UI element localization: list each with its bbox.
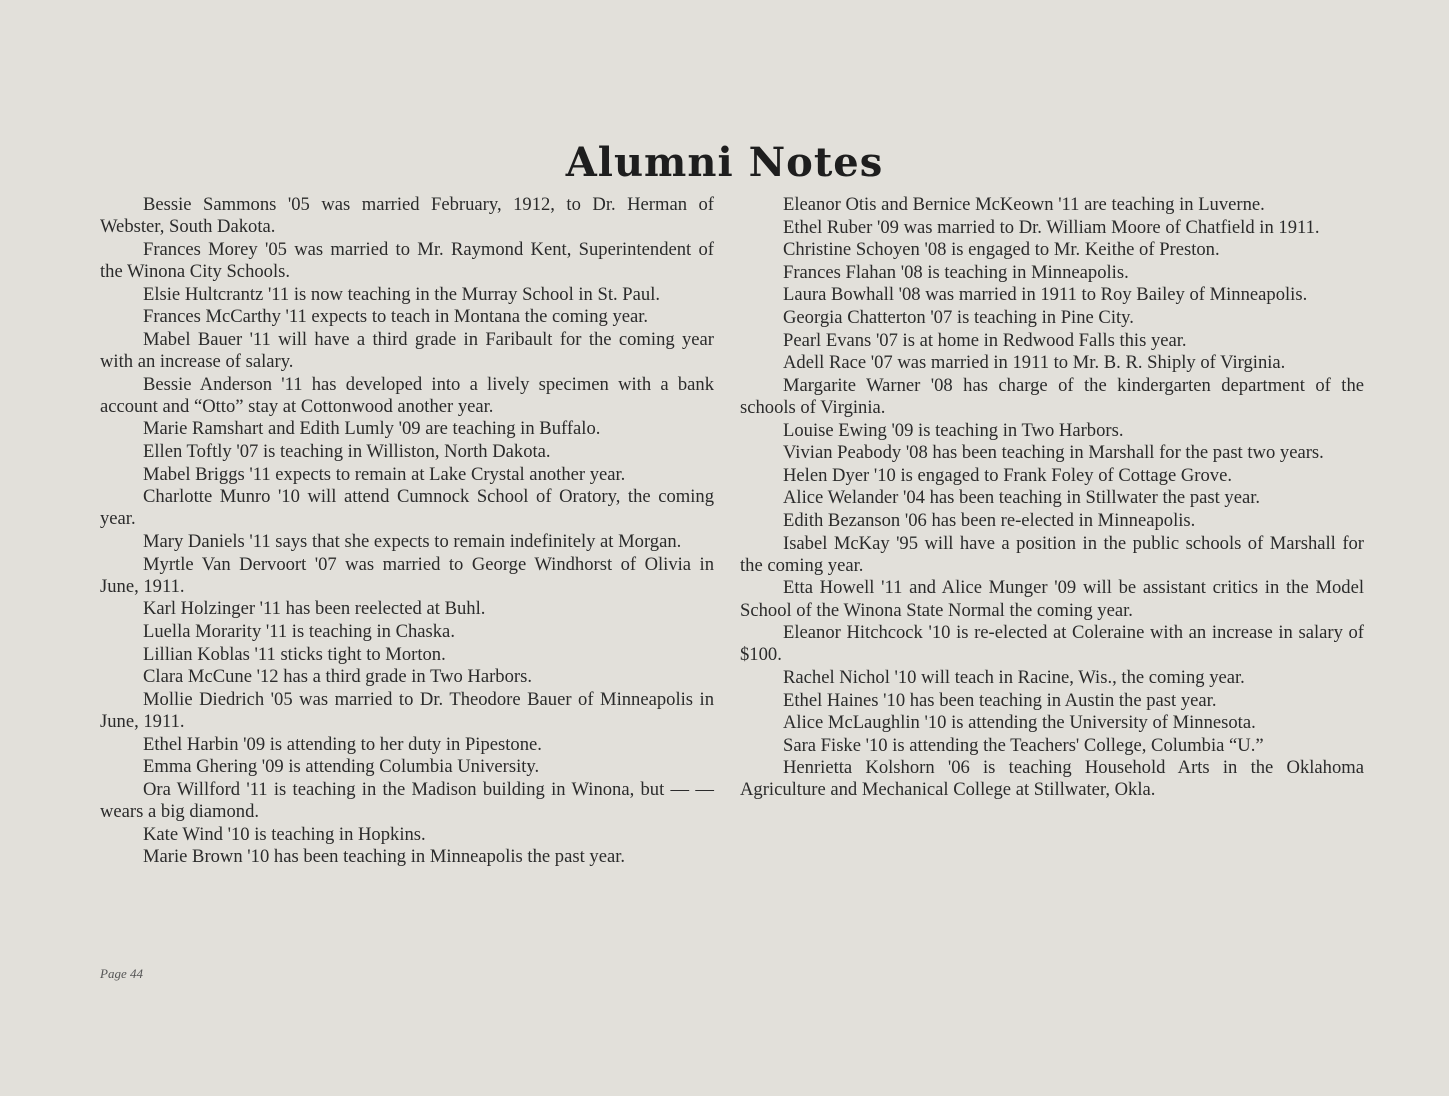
alumni-entry: Kate Wind '10 is teaching in Hopkins. bbox=[143, 823, 426, 845]
alumni-entry: Pearl Evans '07 is at home in Redwood Falls this year. bbox=[783, 329, 1187, 351]
alumni-entry: Henrietta Kolshorn '06 is teaching Household Arts in the Oklahoma Agriculture and Mechanical College at Stillwater, Okla. bbox=[740, 757, 1364, 801]
alumni-entry: Frances McCarthy '11 expects to teach in Montana the coming year. bbox=[143, 306, 649, 328]
alumni-entry: Eleanor Otis and Bernice McKeown '11 are teaching in Luverne. bbox=[783, 194, 1265, 215]
alumni-entry: Marie Brown '10 has been teaching in Minneapolis the past year. bbox=[143, 846, 626, 868]
alumni-entry: Vivian Peabody '08 has been teaching in Marshall for the past two years. bbox=[783, 442, 1324, 464]
alumni-entry: Elsie Hultcrantz '11 is now teaching in the Murray School in St. Paul. bbox=[143, 283, 661, 305]
alumni-entry: Myrtle Van Dervoort '07 was married to George Windhorst of Olivia in June, 1911. bbox=[100, 553, 714, 597]
alumni-entry: Margarite Warner '08 has charge of the kindergarten department of the schools of Virginia. bbox=[740, 374, 1364, 418]
alumni-entry: Lillian Koblas '11 sticks tight to Morton. bbox=[143, 643, 446, 665]
alumni-entry: Ethel Harbin '09 is attending to her duty in Pipestone. bbox=[143, 733, 542, 755]
alumni-entry: Alice McLaughlin '10 is attending the University of Minnesota. bbox=[783, 712, 1256, 734]
alumni-entry: Emma Ghering '09 is attending Columbia University. bbox=[143, 756, 540, 778]
alumni-entry: Sara Fiske '10 is attending the Teachers' College, Columbia “U.” bbox=[783, 734, 1264, 756]
alumni-entry: Clara McCune '12 has a third grade in Two Harbors. bbox=[143, 666, 532, 688]
alumni-entry: Ethel Ruber '09 was married to Dr. William Moore of Chatfield in 1911. bbox=[783, 216, 1320, 238]
alumni-entry: Etta Howell '11 and Alice Munger '09 will be assistant critics in the Model School of the Winona State Normal the coming year. bbox=[740, 577, 1364, 621]
alumni-entry: Bessie Sammons '05 was married February, 1912, to Dr. Herman of Webster, South Dakota. bbox=[100, 194, 714, 238]
alumni-entry: Rachel Nichol '10 will teach in Racine, Wis., the coming year. bbox=[783, 666, 1245, 688]
alumni-entry: Ellen Toftly '07 is teaching in Williston, North Dakota. bbox=[143, 440, 551, 462]
alumni-entry: Luella Morarity '11 is teaching in Chaska. bbox=[143, 620, 455, 642]
alumni-entry: Mary Daniels '11 says that she expects to remain indefinitely at Morgan. bbox=[143, 530, 682, 552]
alumni-entry: Charlotte Munro '10 will attend Cumnock School of Oratory, the coming year. bbox=[100, 486, 714, 530]
right-column bbox=[740, 194, 1364, 802]
alumni-entry: Ethel Haines '10 has been teaching in Austin the past year. bbox=[783, 689, 1217, 711]
alumni-entry: Mabel Briggs '11 expects to remain at Lake Crystal another year. bbox=[143, 463, 626, 485]
alumni-entry: Louise Ewing '09 is teaching in Two Harbors. bbox=[783, 419, 1124, 441]
page-title: Alumni Notes bbox=[565, 138, 884, 186]
alumni-entry: Adell Race '07 was married in 1911 to Mr. B. R. Shiply of Virginia. bbox=[783, 352, 1286, 374]
alumni-entry: Ora Willford '11 is teaching in the Madison building in Winona, but — — wears a big diamond. bbox=[100, 778, 714, 822]
alumni-entry: Edith Bezanson '06 has been re-elected in Minneapolis. bbox=[783, 509, 1196, 531]
alumni-entry: Frances Flahan '08 is teaching in Minneapolis. bbox=[783, 261, 1129, 283]
left-column bbox=[100, 194, 714, 869]
alumni-entry: Eleanor Hitchcock '10 is re-elected at Coleraine with an increase in salary of $100. bbox=[740, 622, 1364, 666]
page-number: Page 44 bbox=[100, 966, 143, 981]
alumni-entry: Laura Bowhall '08 was married in 1911 to Roy Bailey of Minneapolis. bbox=[783, 284, 1308, 306]
alumni-entry: Marie Ramshart and Edith Lumly '09 are teaching in Buffalo. bbox=[143, 418, 601, 440]
alumni-entry: Karl Holzinger '11 has been reelected at Buhl. bbox=[143, 598, 486, 620]
alumni-entry: Alice Welander '04 has been teaching in Stillwater the past year. bbox=[783, 487, 1261, 509]
alumni-entry: Christine Schoyen '08 is engaged to Mr. Keithe of Preston. bbox=[783, 239, 1220, 261]
alumni-entry: Mollie Diedrich '05 was married to Dr. Theodore Bauer of Minneapolis in June, 1911. bbox=[100, 688, 714, 732]
alumni-entry: Isabel McKay '95 will have a position in the public schools of Marshall for the coming year. bbox=[740, 532, 1364, 576]
alumni-entry: Frances Morey '05 was married to Mr. Raymond Kent, Superintendent of the Winona City Schools. bbox=[100, 238, 714, 282]
alumni-entry: Helen Dyer '10 is engaged to Frank Foley of Cottage Grove. bbox=[783, 464, 1232, 486]
alumni-entry: Georgia Chatterton '07 is teaching in Pine City. bbox=[783, 306, 1134, 328]
alumni-entry: Bessie Anderson '11 has developed into a lively specimen with a bank account and “Otto” stay at Cottonwood another year. bbox=[100, 373, 714, 417]
alumni-entry: Mabel Bauer '11 will have a third grade in Faribault for the coming year with an increase of salary. bbox=[100, 328, 714, 372]
